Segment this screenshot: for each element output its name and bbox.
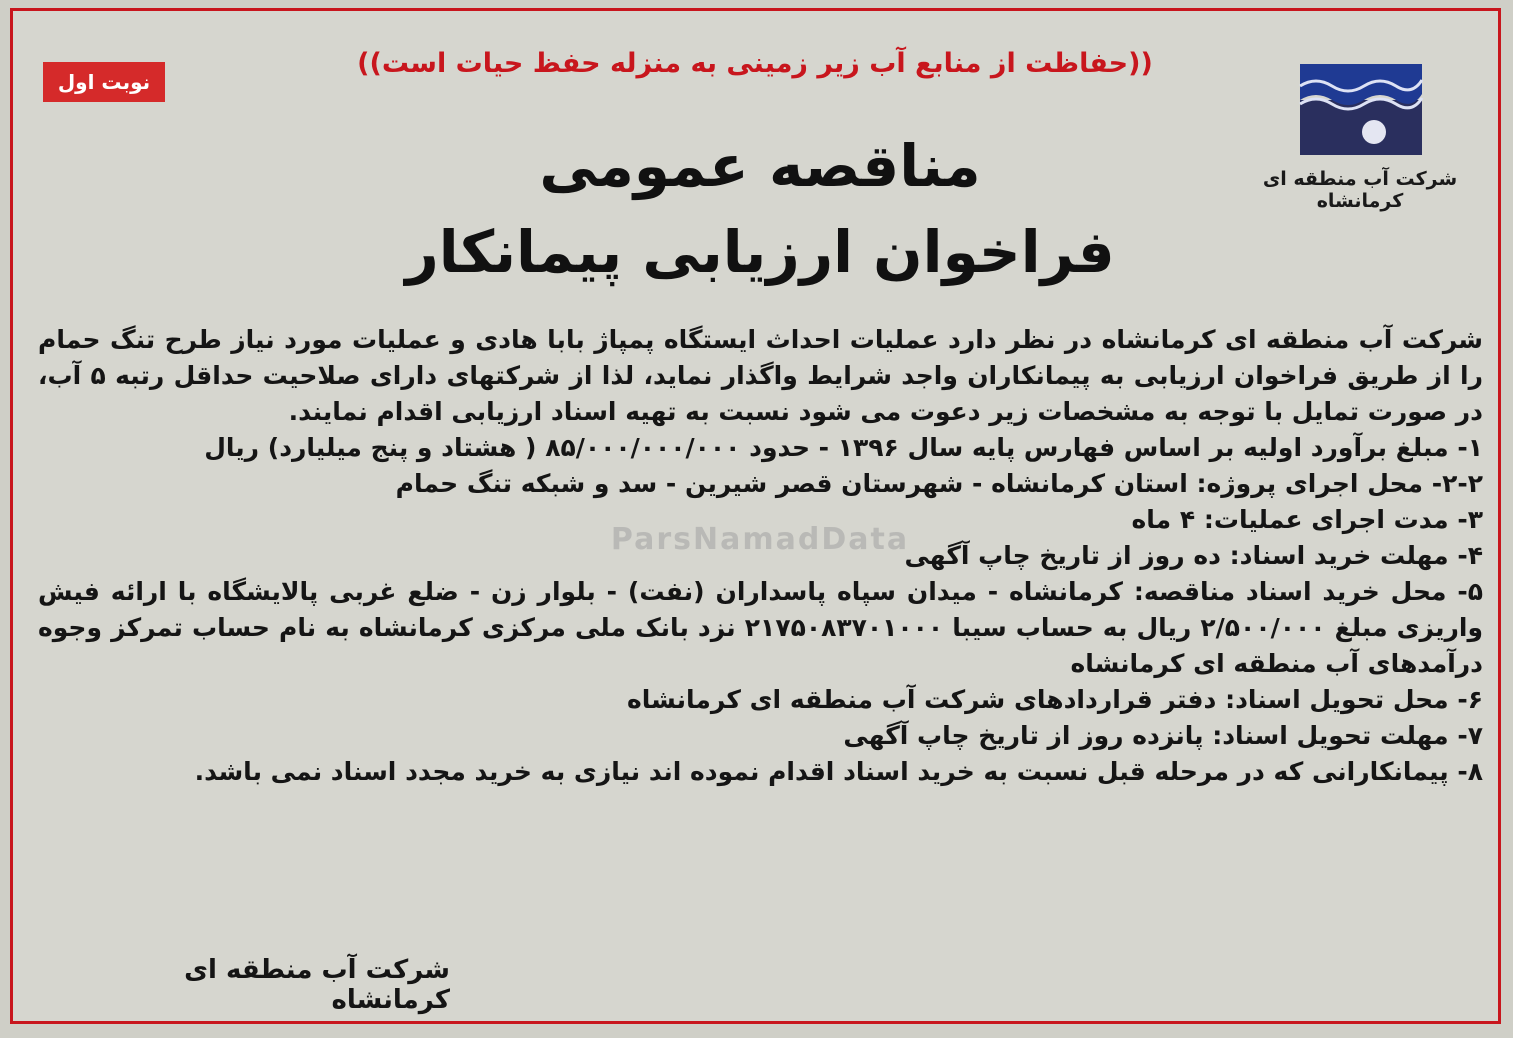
intro-paragraph: شرکت آب منطقه ای کرمانشاه در نظر دارد عملیات احداث ایستگاه پمپاژ بابا هادی و عملیات مورد نیاز طرح تنگ حمام را از طریق فراخوان ارزیابی به پیمانکاران واجد شرایط واگذار نماید، لذا از شرکتهای دارای صلاحیت حداقل رتبه ۵ آب، در صورت تمایل با توجه به مشخصات زیر دعوت می شود نسبت به تهیه اسناد ارزیابی اقدام نمایند. — [38, 325, 1483, 426]
list-item: ۸- پیمانکارانی که در مرحله قبل نسبت به خرید اسناد اقدام نموده اند نیازی به خرید مجدد اسناد نمی باشد. — [194, 757, 1483, 786]
list-item: ۷- مهلت تحویل اسناد: پانزده روز از تاریخ چاپ آگهی — [843, 721, 1483, 750]
list-item: ۱- مبلغ برآورد اولیه بر اساس فهارس پایه سال ۱۳۹۶ - حدود ۸۵/۰۰۰/۰۰۰/۰۰۰ ( هشتاد و پنج میلیارد) ریال — [204, 433, 1483, 462]
list-item: ۴- مهلت خرید اسناد: ده روز از تاریخ چاپ آگهی — [904, 541, 1483, 570]
watermark-text: ParsNamadData — [610, 522, 910, 557]
company-name-top: شرکت آب منطقه ای کرمانشاه — [1262, 168, 1458, 212]
water-wave-logo — [1296, 60, 1426, 155]
main-title: مناقصه عمومی — [539, 132, 981, 200]
slogan: ((حفاظت از منابع آب زیر زمینی به منزله حفظ حیات است)) — [357, 48, 1153, 79]
list-item: ۲-۲- محل اجرای پروژه: استان کرمانشاه - شهرستان قصر شیرین - سد و شبکه تنگ حمام — [395, 469, 1483, 498]
sub-title: فراخوان ارزیابی پیمانکار — [405, 218, 1115, 286]
publication-badge: نوبت اول — [43, 62, 165, 102]
ad-body — [38, 322, 1483, 790]
signature: شرکت آب منطقه ای کرمانشاه — [184, 955, 450, 1015]
list-item: ۳- مدت اجرای عملیات: ۴ ماه — [1131, 505, 1483, 534]
list-item: ۵- محل خرید اسناد مناقصه: کرمانشاه - میدان سپاه پاسداران (نفت) - بلوار زن - ضلع غربی پالایشگاه با ارائه فیش واریزی مبلغ ۲/۵۰۰/۰۰۰ ریال به حساب سیبا ۲۱۷۵۰۸۳۷۰۱۰۰۰ نزد بانک ملی مرکزی کرمانشاه به نام حساب تمرکز وجوه درآمدهای آب منطقه ای کرمانشاه — [38, 577, 1483, 678]
list-item: ۶- محل تحویل اسناد: دفتر قراردادهای شرکت آب منطقه ای کرمانشاه — [627, 685, 1483, 714]
